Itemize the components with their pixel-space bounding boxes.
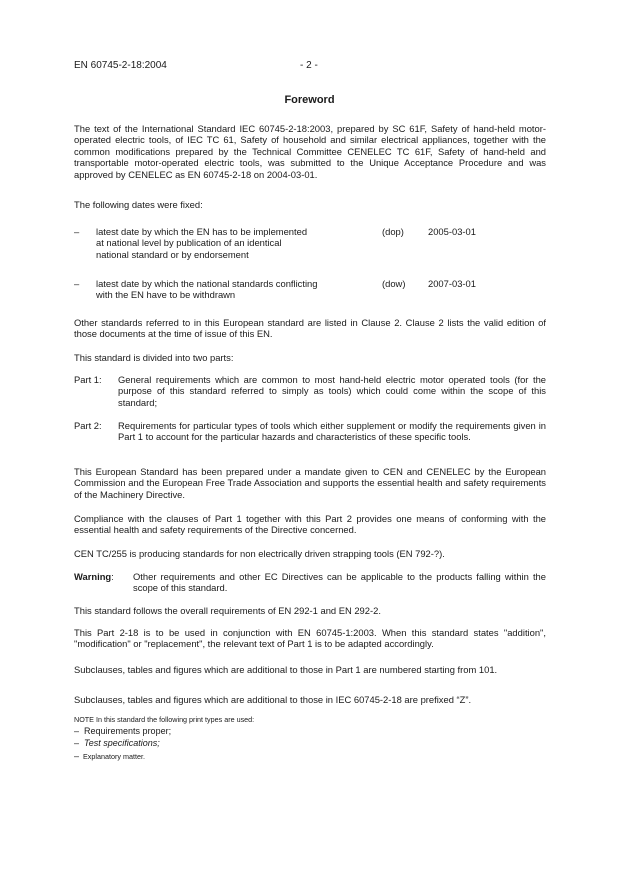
subZ-paragraph: Subclauses, tables and figures which are additional to those in IEC 60745-2-18 are prefixed “Z”. [74, 694, 472, 705]
sub101-paragraph: Subclauses, tables and figures which are additional to those in Part 1 are numbered starting from 101. [74, 664, 498, 675]
list-dash: – [74, 738, 80, 748]
document-id: EN 60745-2-18:2004 [74, 60, 167, 71]
warning-text: Other requirements and other EC Directives can be applicable to the products falling within the scope of this standard. [133, 571, 546, 594]
part-description: Requirements for particular types of tools which either supplement or modify the requirements given in Part 1 to account for the particular hazards and characteristics of these specific tools. [118, 420, 546, 443]
part-label: Part 1: [74, 374, 102, 385]
list-dash: – [74, 226, 80, 237]
note-item-test-specs [74, 738, 160, 748]
list-dash: – [74, 278, 80, 289]
date-code: (dop) [382, 226, 404, 237]
warning-colon: : [111, 571, 114, 582]
date-item-line: latest date by which the EN has to be implemented [96, 226, 308, 237]
note-item-requirements [74, 726, 171, 736]
part218-paragraph: This Part 2-18 is to be used in conjunction with EN 60745-1:2003. When this standard states "addition", "modification" or "replacement", the relevant text of Part 1 is to be adapted accordingly. [74, 627, 546, 650]
page-number: - 2 - [300, 60, 318, 71]
page-title: Foreword [284, 94, 335, 106]
date-code: (dow) [382, 278, 406, 289]
divided-paragraph: This standard is divided into two parts: [74, 352, 234, 363]
date-item-line: national standard or by endorsement [96, 248, 249, 260]
cen-paragraph: CEN TC/255 is producing standards for non electrically driven strapping tools (EN 792-?). [74, 548, 445, 559]
note-item-text: Explanatory matter. [83, 752, 145, 761]
date-item-line: with the EN have to be withdrawn [96, 289, 236, 301]
warning-label: Warning [74, 571, 112, 582]
date-item-line: at national level by publication of an identical [96, 237, 282, 249]
note-item-explanatory [74, 751, 145, 761]
date-item-text [96, 226, 366, 260]
list-dash: – [74, 751, 80, 761]
other-standards-paragraph: Other standards referred to in this European standard are listed in Clause 2. Clause 2 lists the valid edition of those documents at the time of issue of this EN. [74, 317, 546, 340]
intro-paragraph: The text of the International Standard IEC 60745-2-18:2003, prepared by SC 61F, Safety of hand-held motor-operated electric tools, of IEC TC 61, Safety of household and similar electrical appliances, together with the common modifications prepared by the Technical Committee CENELEC TC 61F, Safety of hand-held and transportable motor-operated electric tools, was submitted to the Unique Acceptance Procedure and was approved by CENELEC as EN 60745-2-18 on 2004-03-01. [74, 123, 546, 180]
follows-paragraph: This standard follows the overall requirements of EN 292-1 and EN 292-2. [74, 605, 381, 616]
note-item-text: Requirements proper; [84, 726, 172, 736]
mandate-paragraph: This European Standard has been prepared under a mandate given to CEN and CENELEC by the European Commission and the European Free Trade Association and supports the essential health and safety requirements of the Machinery Directive. [74, 466, 546, 500]
date-value: 2005-03-01 [428, 226, 476, 237]
list-dash: – [74, 726, 80, 736]
date-item-text [96, 278, 366, 301]
part-description: General requirements which are common to most hand-held electric motor operated tools (for the purpose of this standard referred to simply as tools) which could come within the scope of this standard; [118, 374, 546, 408]
part-label: Part 2: [74, 420, 102, 431]
compliance-paragraph: Compliance with the clauses of Part 1 together with this Part 2 provides one means of conforming with the essential health and safety requirements of the Directive concerned. [74, 513, 546, 536]
date-item-line: latest date by which the national standards conflicting [96, 278, 318, 289]
warning-label-wrap [74, 571, 114, 582]
note-text: NOTE In this standard the following print types are used: [74, 715, 255, 724]
note-item-text: Test specifications; [84, 738, 160, 748]
dates-fixed-paragraph: The following dates were fixed: [74, 199, 203, 210]
date-value: 2007-03-01 [428, 278, 476, 289]
